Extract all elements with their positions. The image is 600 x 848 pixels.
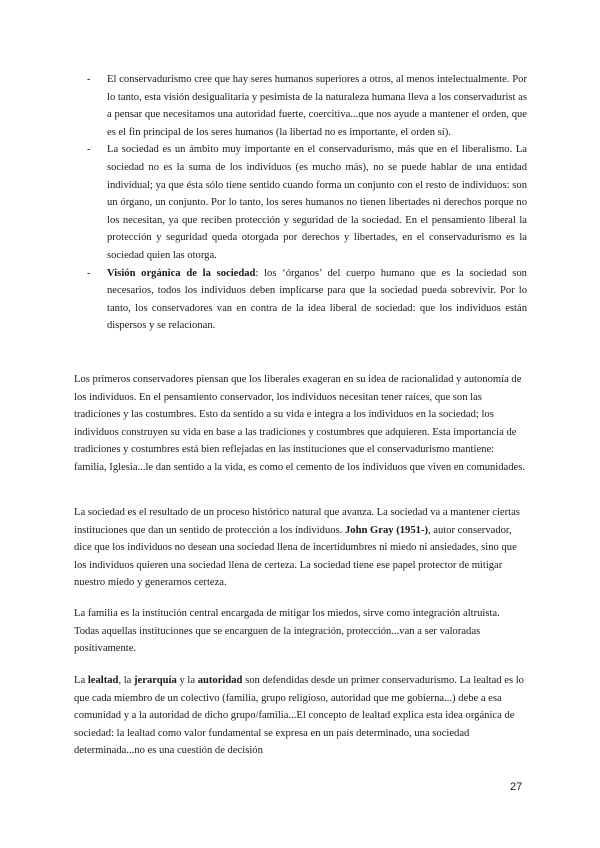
list-item-bold-term: Visión orgánica de la sociedad: [107, 267, 256, 279]
term-hierarchy-bold: jerarquía: [134, 675, 177, 686]
list-item-text: : los ‘órganos’ del cuerpo humano que es la sociedad son necesarios, todos los individuos deben implicarse para que la sociedad pueda sobrevivir. Por lo tanto, los conservadores van en contra de la idea liberal de sociedad: que los individuos están dispersos y se relacionan.: [107, 267, 527, 332]
paragraph-text: La: [74, 675, 88, 686]
bullet-marker: -: [87, 144, 91, 156]
paragraph-text: son defendidas desde un primer conservadurismo. La lealtad es lo que cada miembro de un colectivo (familia, grupo religioso, autoridad que me gobierna...) debe a esa comunidad y a la autoridad de dicho grupo/familia...El concepto de lealtad explica esta idea orgánica de sociedad: la lealtad como valor fundamental se expresa en un país determinado, una sociedad determinada...no es una cuestión de decisión: [74, 675, 524, 757]
paragraph-family: La familia es la institución central encargada de mitigar los miedos, sirve como integración altruista. Todas aquellas instituciones que se encarguen de la integración, protección...van a ser valoradas positivamente.: [74, 608, 500, 655]
paragraph-text: y la: [176, 675, 198, 686]
paragraph-loyalty: [74, 672, 526, 760]
paragraph-text: , la: [118, 675, 135, 686]
paragraph-traditions: Los primeros conservadores piensan que los liberales exageran en su idea de racionalidad y autonomía de los individuos. En el pensamiento conservador, los individuos necesitan tener raíces, que son las tradiciones y las costumbres. Esto da sentido a su vida e integra a los individuos en la sociedad; los individuos construyen su vida en base a las tradiciones y costumbres que adquieren. Esta importancia de tradiciones y costumbres está bien reflejadas en las instituciones que el conservadurismo mantiene: familia, Iglesia...le dan sentido a la vida, es como el cemento de los individuos que viven en comunidades.: [74, 374, 525, 473]
paragraph-society-process: [74, 504, 526, 592]
bullet-marker: -: [87, 74, 91, 85]
paragraph-text: La sociedad es el resultado de un proceso histórico natural que avanza. La sociedad va a mantener ciertas instituciones que dan un sentido de protección a los individuos.: [74, 507, 520, 536]
page-number: 27: [510, 781, 523, 793]
list-item: [87, 71, 527, 141]
list-item: [87, 141, 527, 264]
term-authority-bold: autoridad: [197, 675, 243, 686]
list-item-text: La sociedad es un ámbito muy importante en el conservadurismo, más que en el liberalismo. La sociedad no es la suma de los individuos (es mucho más), no se puede hablar de una entidad individual; ya que ésta sólo tiene sentido cuando forma un conjunto con el resto de individuos: son un órgano, un conjunto. Por lo tanto, los seres humanos no tienen libertades ni derechos porque no los necesitan, ya que reciben protección y seguridad de la sociedad. En el pensamiento liberal la protección y seguridad queda otorgada por derechos y libertades, en el conservadurismo es la sociedad quien las otorga.: [107, 144, 527, 261]
bullet-list: [87, 71, 527, 335]
term-loyalty-bold: lealtad: [87, 675, 119, 686]
author-name-bold: John Gray (1951-): [344, 524, 428, 536]
bullet-marker: -: [87, 267, 91, 279]
paragraph-text: , autor conservador, dice que los individuos no desean una sociedad llena de incertidumbres ni miedo ni ansiedades, sino que los individuos quieren una sociedad llena de certeza. La sociedad tiene ese papel protector de mitigar nuestro miedo y generarnos certeza.: [74, 524, 517, 589]
list-item: [87, 265, 527, 335]
list-item-text: El conservadurismo cree que hay seres humanos superiores a otros, al menos intelectualmente. Por lo tanto, esta visión desigualitaria y pesimista de la naturaleza humana lleva a los conservadurist as a pensar que necesitamos una autoridad fuerte, coercitiva...que nos ayude a mantener el orden, que es el fin principal de los seres humanos (la libertad no es importante, el orden sí).: [107, 74, 527, 138]
